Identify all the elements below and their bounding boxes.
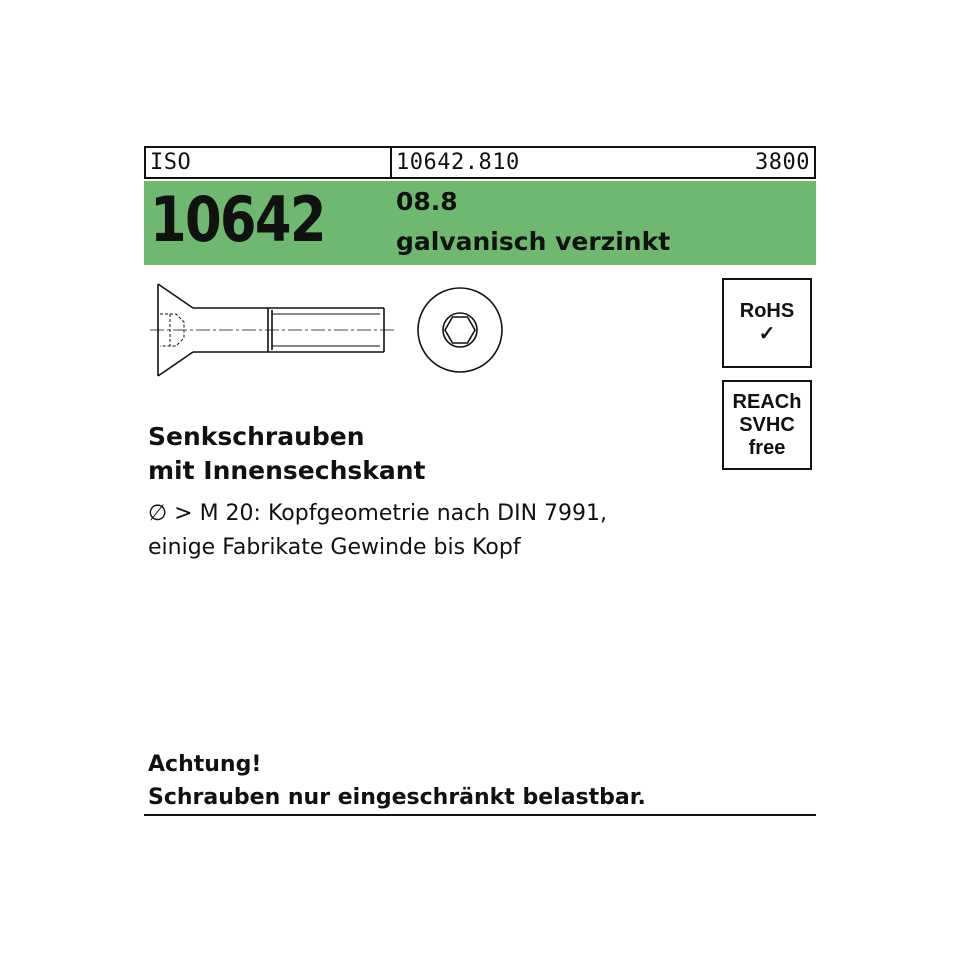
- reach-label: REACh: [732, 390, 802, 413]
- product-note: [148, 497, 607, 565]
- rohs-label: RoHS: [739, 300, 795, 322]
- product-code: 3800: [755, 150, 810, 175]
- screw-top-view-icon: [418, 288, 502, 372]
- bottom-rule: [144, 814, 816, 816]
- screw-drawing: [148, 280, 518, 380]
- warning-line-2: Schrauben nur eingeschränkt belastbar.: [148, 785, 646, 810]
- warning-text: [148, 748, 646, 814]
- standard-number: 10642: [150, 183, 325, 256]
- header-row: [144, 146, 816, 179]
- surface-finish: galvanisch verzinkt: [396, 227, 671, 256]
- title-line-2: mit Innensechskant: [148, 456, 426, 485]
- title-line-1: Senkschrauben: [148, 422, 365, 451]
- standard-band: [144, 181, 816, 265]
- screw-side-view-icon: [150, 284, 396, 376]
- standard-label: ISO: [150, 150, 192, 175]
- rohs-badge: [722, 278, 812, 368]
- strength-grade: 08.8: [396, 187, 458, 216]
- product-title: [148, 420, 426, 488]
- header-divider: [390, 148, 392, 177]
- free-label: free: [748, 436, 786, 459]
- note-line-1: ∅ > M 20: Kopfgeometrie nach DIN 7991,: [148, 501, 608, 526]
- warning-line-1: Achtung!: [148, 752, 262, 777]
- checkmark-icon: ✓: [758, 323, 776, 345]
- note-line-2: einige Fabrikate Gewinde bis Kopf: [148, 535, 521, 560]
- reach-badge: [722, 380, 812, 470]
- article-number: 10642.810: [396, 150, 520, 175]
- svhc-label: SVHC: [739, 413, 795, 436]
